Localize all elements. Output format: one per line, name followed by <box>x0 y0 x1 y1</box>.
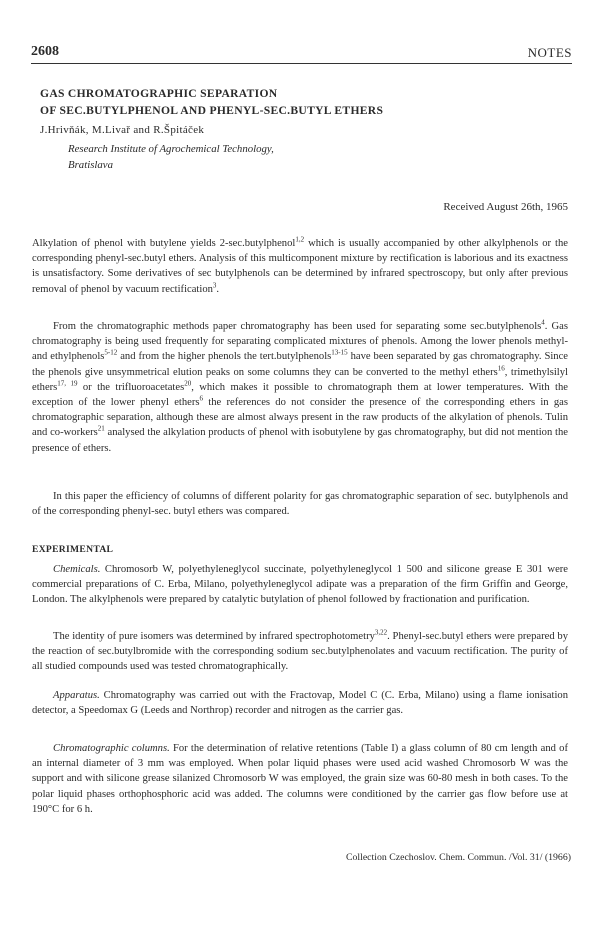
runin-heading: Chromatographic columns. <box>53 743 170 754</box>
title-line-2: OF SEC.BUTYLPHENOL AND PHENYL-SEC.BUTYL ETHERS <box>40 104 384 117</box>
text-run: . <box>216 283 220 295</box>
paragraph-chemicals <box>32 562 568 608</box>
citation: 3,22 <box>374 628 388 637</box>
citation: 3 <box>212 281 217 290</box>
paragraph-aim <box>32 489 568 519</box>
text-run: , trimethylsilyl ethers <box>32 366 568 393</box>
text-run: For the determination of relative retentions (Table I) a glass column of 80 cm length and of an internal diameter of 3 mm was employed. When polar liquid phases were used acid washed Chromosorb W was the support and with silicone grease silanized Chromosorb W was employed, the grain size was 60-80 mesh in both cases. To the polar liquid phases orthophosphoric acid was added. The columns were conditioned by the carrier gas flow before use at 190°C for 6 h. <box>32 743 568 815</box>
text-run: and from the higher phenols the tert.butylphenols <box>117 351 332 363</box>
page-header <box>31 44 572 64</box>
text-run: the references do not consider the presence of the corresponding ethers in gas chromatographic separation, although these are almost always present in the raw products of the alkylation of phenols. Tulin and co-workers <box>32 397 568 439</box>
citation: 1,2 <box>295 235 305 244</box>
text-run: have been separated by gas chromatography. Since the phenols give unsymmetrical elution peaks on some columns they can be converted to the methyl ethers <box>32 351 568 378</box>
title-line-1: GAS CHROMATOGRAPHIC SEPARATION <box>40 87 278 100</box>
affiliation-line-1: Research Institute of Agrochemical Technology, <box>68 143 274 155</box>
runin-heading: Apparatus. <box>53 690 100 701</box>
text-run: or the trifluoroacetates <box>77 381 185 393</box>
section-name: NOTES <box>527 45 572 60</box>
experimental-heading: EXPERIMENTAL <box>32 544 114 555</box>
citation: 17, 19 <box>57 379 78 388</box>
text-run: Chromatography was carried out with the Fractovap, Model C (C. Erba, Milano) using a flame ionisation detector, a Speedomax G (Leeds and Northrop) recorder and nitrogen as the carrier gas. <box>32 690 568 717</box>
header-rule <box>31 63 572 64</box>
citation: 16 <box>497 364 505 373</box>
citation: 13-15 <box>331 348 348 357</box>
text-run: Alkylation of phenol with butylene yields 2-sec.butylphenol <box>32 238 296 249</box>
page-number: 2608 <box>31 44 59 59</box>
affiliation <box>68 141 398 173</box>
citation: 20 <box>184 379 192 388</box>
paragraph-apparatus <box>32 688 568 718</box>
text-run: . Phenyl-sec.butyl ethers were prepared by the reaction of sec.butylbromide with the corresponding sodium sec.butylphenolates and vacuum rectification. The purity of all studied compounds used was tested chromatographically. <box>32 631 569 673</box>
journal-footer: Collection Czechoslov. Chem. Commun. /Vol. 31/ (1966) <box>345 852 571 863</box>
paragraph-columns <box>32 741 568 817</box>
paragraph-methods-review <box>32 319 568 456</box>
text-run: Chromosorb W, polyethyleneglycol succinate, polyethyleneglycol 1 500 and silicone grease E 301 were commercial preparations of C. Erba, Milano, polyethyleneglycol adipate was a preparation of the firm Griffin and George, London. The alkylphenols were prepared by catalytic butylation of phenol followed by fractionation and purification. <box>32 564 568 606</box>
text-run: which is usually accompanied by other alkylphenols or the corresponding phenyl-sec.butyl ethers. Analysis of this multicomponent mixture by rectification is laborious and its exactness is unsatisfactory. Some derivatives of sec butylphenols can be determined by infrared spectroscopy, but only after previous removal of phenol by vacuum rectification <box>32 238 568 295</box>
text-run: The identity of pure isomers was determined by infrared spectrophotometry <box>53 631 375 642</box>
citation: 5-12 <box>104 348 118 357</box>
text-run: analysed the alkylation products of phenol with isobutylene by gas chromatography, but did not mention the presence of ethers. <box>32 427 568 454</box>
affiliation-line-2: Bratislava <box>68 159 113 171</box>
text-run: From the chromatographic methods paper chromatography has been used for separating some sec.butylphenols <box>53 321 542 332</box>
citation: 21 <box>97 424 105 433</box>
citation: 6 <box>199 394 204 403</box>
text-run: , which makes it possible to chromatograph them at lower temperatures. With the exception of the lower phenyl ethers <box>32 381 568 409</box>
received-date: Received August 26th, 1965 <box>443 201 568 213</box>
text-run: In this paper the efficiency of columns of different polarity for gas chromatographic separation of sec. butylphenols and of the corresponding phenyl-sec. butyl ethers was compared. <box>32 491 568 518</box>
runin-heading: Chemicals. <box>53 564 101 575</box>
article-title <box>40 85 383 119</box>
paragraph-identity <box>32 629 568 675</box>
text-run: . Gas chromatography is being used frequently for separating complicated mixtures of phenols. Among the lower phenols methyl- and ethylphenols <box>32 321 568 363</box>
paragraph-intro <box>32 236 568 297</box>
authors: J.Hrivňák, M.Livař and R.Špitáček <box>40 124 205 136</box>
citation: 4 <box>541 318 545 327</box>
